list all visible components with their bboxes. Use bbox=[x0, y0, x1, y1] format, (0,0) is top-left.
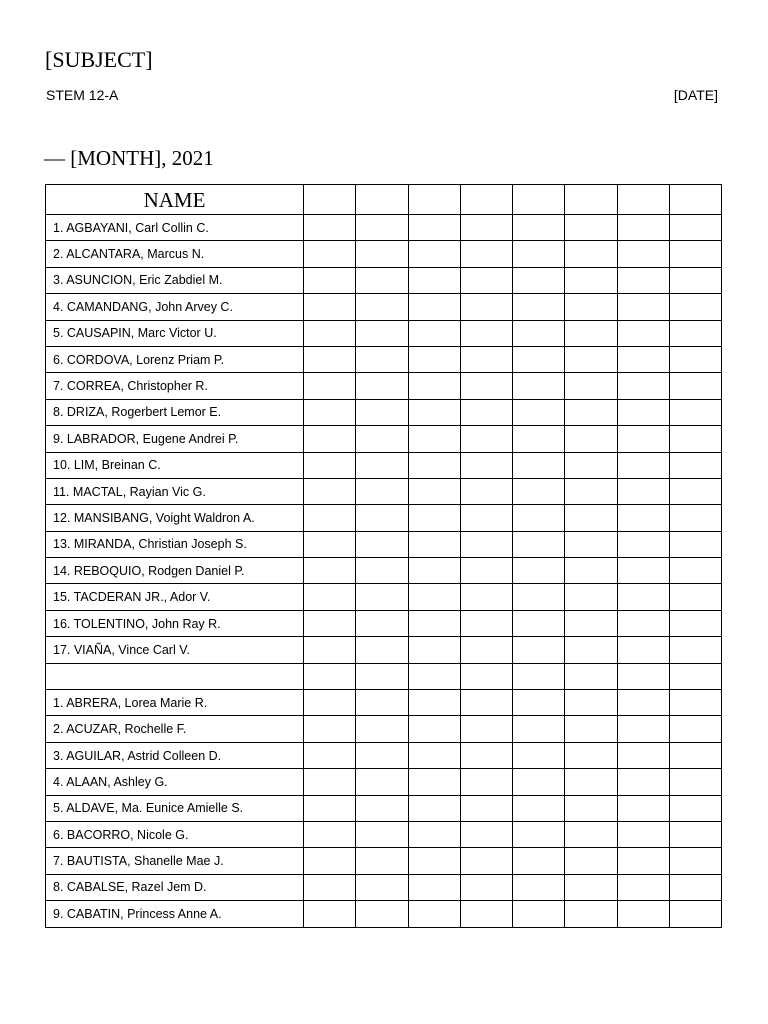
attendance-cell[interactable] bbox=[513, 742, 565, 768]
attendance-cell[interactable] bbox=[669, 346, 721, 372]
table-row bbox=[46, 584, 722, 610]
attendance-cell[interactable] bbox=[356, 716, 408, 742]
attendance-cell[interactable] bbox=[565, 426, 617, 452]
attendance-cell[interactable] bbox=[669, 452, 721, 478]
header-blank-cell bbox=[565, 185, 617, 215]
student-name-cell bbox=[46, 663, 304, 689]
attendance-cell[interactable] bbox=[304, 531, 356, 557]
attendance-cell[interactable] bbox=[669, 399, 721, 425]
attendance-cell[interactable] bbox=[356, 294, 408, 320]
student-name-cell: 9. CABATIN, Princess Anne A. bbox=[46, 901, 304, 927]
attendance-cell[interactable] bbox=[356, 795, 408, 821]
header-blank-cell bbox=[408, 185, 460, 215]
attendance-cell[interactable] bbox=[356, 690, 408, 716]
attendance-cell[interactable] bbox=[304, 452, 356, 478]
student-name-cell: 11. MACTAL, Rayian Vic G. bbox=[46, 478, 304, 504]
attendance-cell[interactable] bbox=[617, 742, 669, 768]
student-name-cell: 1. ABRERA, Lorea Marie R. bbox=[46, 690, 304, 716]
attendance-cell[interactable] bbox=[408, 874, 460, 900]
attendance-cell[interactable] bbox=[513, 584, 565, 610]
attendance-cell[interactable] bbox=[669, 716, 721, 742]
section-label: STEM 12-A bbox=[46, 87, 119, 103]
attendance-cell[interactable] bbox=[356, 267, 408, 293]
attendance-cell[interactable] bbox=[408, 531, 460, 557]
student-name-cell: 16. TOLENTINO, John Ray R. bbox=[46, 610, 304, 636]
table-row bbox=[46, 795, 722, 821]
student-name-cell: 14. REBOQUIO, Rodgen Daniel P. bbox=[46, 558, 304, 584]
attendance-cell[interactable] bbox=[304, 742, 356, 768]
attendance-cell[interactable] bbox=[460, 373, 512, 399]
attendance-cell[interactable] bbox=[669, 584, 721, 610]
table-row bbox=[46, 821, 722, 847]
attendance-cell[interactable] bbox=[356, 584, 408, 610]
attendance-cell[interactable] bbox=[304, 821, 356, 847]
attendance-cell[interactable] bbox=[513, 215, 565, 241]
header-blank-cell bbox=[304, 185, 356, 215]
attendance-cell[interactable] bbox=[304, 241, 356, 267]
attendance-cell[interactable] bbox=[356, 637, 408, 663]
attendance-cell[interactable] bbox=[460, 716, 512, 742]
attendance-cell[interactable] bbox=[304, 215, 356, 241]
attendance-cell[interactable] bbox=[565, 663, 617, 689]
attendance-cell[interactable] bbox=[513, 452, 565, 478]
attendance-cell[interactable] bbox=[565, 478, 617, 504]
header-blank-cell bbox=[356, 185, 408, 215]
attendance-cell[interactable] bbox=[460, 505, 512, 531]
attendance-cell[interactable] bbox=[460, 531, 512, 557]
attendance-cell[interactable] bbox=[304, 874, 356, 900]
attendance-cell[interactable] bbox=[304, 346, 356, 372]
table-row bbox=[46, 346, 722, 372]
attendance-cell[interactable] bbox=[304, 373, 356, 399]
attendance-cell[interactable] bbox=[460, 874, 512, 900]
attendance-cell[interactable] bbox=[460, 346, 512, 372]
name-column-header: NAME bbox=[46, 185, 304, 215]
attendance-cell[interactable] bbox=[513, 531, 565, 557]
attendance-cell[interactable] bbox=[565, 769, 617, 795]
table-row bbox=[46, 610, 722, 636]
student-name-cell: 2. ALCANTARA, Marcus N. bbox=[46, 241, 304, 267]
attendance-cell[interactable] bbox=[513, 769, 565, 795]
attendance-cell[interactable] bbox=[513, 690, 565, 716]
table-header-row bbox=[46, 185, 722, 215]
attendance-cell[interactable] bbox=[304, 901, 356, 927]
attendance-cell[interactable] bbox=[669, 531, 721, 557]
table-row bbox=[46, 901, 722, 927]
attendance-cell[interactable] bbox=[617, 478, 669, 504]
attendance-cell[interactable] bbox=[513, 241, 565, 267]
attendance-cell[interactable] bbox=[408, 478, 460, 504]
attendance-cell[interactable] bbox=[617, 610, 669, 636]
attendance-cell[interactable] bbox=[408, 742, 460, 768]
attendance-cell[interactable] bbox=[513, 505, 565, 531]
student-name-cell: 6. BACORRO, Nicole G. bbox=[46, 821, 304, 847]
attendance-cell[interactable] bbox=[565, 848, 617, 874]
attendance-cell[interactable] bbox=[617, 558, 669, 584]
attendance-cell[interactable] bbox=[513, 426, 565, 452]
attendance-cell[interactable] bbox=[460, 795, 512, 821]
attendance-cell[interactable] bbox=[617, 690, 669, 716]
attendance-cell[interactable] bbox=[565, 742, 617, 768]
attendance-cell[interactable] bbox=[565, 346, 617, 372]
attendance-table bbox=[45, 184, 722, 928]
attendance-cell[interactable] bbox=[408, 346, 460, 372]
attendance-cell[interactable] bbox=[617, 716, 669, 742]
attendance-cell[interactable] bbox=[669, 901, 721, 927]
attendance-cell[interactable] bbox=[356, 610, 408, 636]
attendance-cell[interactable] bbox=[356, 373, 408, 399]
attendance-cell[interactable] bbox=[304, 663, 356, 689]
attendance-cell[interactable] bbox=[356, 215, 408, 241]
attendance-cell[interactable] bbox=[669, 610, 721, 636]
attendance-cell[interactable] bbox=[513, 795, 565, 821]
date-label: [DATE] bbox=[673, 87, 718, 103]
attendance-cell[interactable] bbox=[408, 452, 460, 478]
attendance-cell[interactable] bbox=[460, 294, 512, 320]
attendance-cell[interactable] bbox=[565, 901, 617, 927]
attendance-cell[interactable] bbox=[356, 531, 408, 557]
attendance-cell[interactable] bbox=[565, 716, 617, 742]
table-row bbox=[46, 742, 722, 768]
attendance-cell[interactable] bbox=[565, 690, 617, 716]
attendance-cell[interactable] bbox=[565, 795, 617, 821]
attendance-cell[interactable] bbox=[460, 267, 512, 293]
attendance-cell[interactable] bbox=[617, 874, 669, 900]
attendance-cell[interactable] bbox=[408, 848, 460, 874]
header-blank-cell bbox=[669, 185, 721, 215]
student-name-cell: 10. LIM, Breinan C. bbox=[46, 452, 304, 478]
attendance-cell[interactable] bbox=[565, 610, 617, 636]
attendance-cell[interactable] bbox=[669, 320, 721, 346]
attendance-cell[interactable] bbox=[565, 584, 617, 610]
attendance-cell[interactable] bbox=[408, 690, 460, 716]
attendance-cell[interactable] bbox=[565, 558, 617, 584]
student-name-cell: 3. AGUILAR, Astrid Colleen D. bbox=[46, 742, 304, 768]
attendance-cell[interactable] bbox=[565, 637, 617, 663]
attendance-cell[interactable] bbox=[669, 769, 721, 795]
attendance-cell[interactable] bbox=[304, 610, 356, 636]
attendance-cell[interactable] bbox=[356, 426, 408, 452]
attendance-cell[interactable] bbox=[356, 848, 408, 874]
attendance-cell[interactable] bbox=[565, 294, 617, 320]
attendance-cell[interactable] bbox=[356, 320, 408, 346]
attendance-table-body bbox=[46, 185, 722, 928]
attendance-cell[interactable] bbox=[669, 663, 721, 689]
table-row bbox=[46, 505, 722, 531]
attendance-cell[interactable] bbox=[617, 241, 669, 267]
table-row bbox=[46, 769, 722, 795]
attendance-cell[interactable] bbox=[408, 399, 460, 425]
attendance-cell[interactable] bbox=[408, 241, 460, 267]
student-name-cell: 15. TACDERAN JR., Ador V. bbox=[46, 584, 304, 610]
attendance-cell[interactable] bbox=[304, 558, 356, 584]
attendance-cell[interactable] bbox=[304, 320, 356, 346]
attendance-cell[interactable] bbox=[408, 426, 460, 452]
student-name-cell: 7. BAUTISTA, Shanelle Mae J. bbox=[46, 848, 304, 874]
attendance-cell[interactable] bbox=[356, 874, 408, 900]
attendance-cell[interactable] bbox=[617, 531, 669, 557]
attendance-cell[interactable] bbox=[617, 426, 669, 452]
attendance-cell[interactable] bbox=[460, 215, 512, 241]
attendance-cell[interactable] bbox=[460, 558, 512, 584]
attendance-cell[interactable] bbox=[617, 795, 669, 821]
attendance-cell[interactable] bbox=[617, 399, 669, 425]
attendance-cell[interactable] bbox=[617, 663, 669, 689]
attendance-cell[interactable] bbox=[460, 320, 512, 346]
attendance-cell[interactable] bbox=[669, 215, 721, 241]
attendance-cell[interactable] bbox=[617, 901, 669, 927]
student-name-cell: 6. CORDOVA, Lorenz Priam P. bbox=[46, 346, 304, 372]
student-name-cell: 5. ALDAVE, Ma. Eunice Amielle S. bbox=[46, 795, 304, 821]
attendance-cell[interactable] bbox=[617, 373, 669, 399]
student-name-cell: 4. CAMANDANG, John Arvey C. bbox=[46, 294, 304, 320]
attendance-cell[interactable] bbox=[408, 267, 460, 293]
header-blank-cell bbox=[460, 185, 512, 215]
attendance-cell[interactable] bbox=[617, 505, 669, 531]
attendance-cell[interactable] bbox=[669, 426, 721, 452]
attendance-cell[interactable] bbox=[669, 821, 721, 847]
attendance-cell[interactable] bbox=[304, 267, 356, 293]
attendance-cell[interactable] bbox=[669, 637, 721, 663]
header-blank-cell bbox=[617, 185, 669, 215]
attendance-cell[interactable] bbox=[304, 690, 356, 716]
table-row bbox=[46, 373, 722, 399]
table-row bbox=[46, 690, 722, 716]
student-name-cell: 7. CORREA, Christopher R. bbox=[46, 373, 304, 399]
attendance-cell[interactable] bbox=[304, 716, 356, 742]
table-row bbox=[46, 716, 722, 742]
attendance-cell[interactable] bbox=[513, 399, 565, 425]
attendance-cell[interactable] bbox=[408, 795, 460, 821]
attendance-cell[interactable] bbox=[565, 267, 617, 293]
attendance-cell[interactable] bbox=[356, 742, 408, 768]
attendance-cell[interactable] bbox=[513, 610, 565, 636]
attendance-cell[interactable] bbox=[460, 690, 512, 716]
attendance-cell[interactable] bbox=[356, 399, 408, 425]
table-row bbox=[46, 558, 722, 584]
attendance-cell[interactable] bbox=[304, 584, 356, 610]
table-row bbox=[46, 215, 722, 241]
attendance-cell[interactable] bbox=[513, 346, 565, 372]
attendance-cell[interactable] bbox=[617, 267, 669, 293]
subject-title: [SUBJECT] bbox=[45, 47, 153, 72]
attendance-cell[interactable] bbox=[304, 505, 356, 531]
attendance-cell[interactable] bbox=[669, 373, 721, 399]
table-row bbox=[46, 637, 722, 663]
attendance-cell[interactable] bbox=[460, 901, 512, 927]
attendance-cell[interactable] bbox=[669, 558, 721, 584]
attendance-cell[interactable] bbox=[513, 874, 565, 900]
student-name-cell: 17. VIAÑA, Vince Carl V. bbox=[46, 637, 304, 663]
attendance-cell[interactable] bbox=[356, 901, 408, 927]
attendance-cell[interactable] bbox=[460, 584, 512, 610]
table-row bbox=[46, 267, 722, 293]
attendance-cell[interactable] bbox=[565, 874, 617, 900]
table-row bbox=[46, 848, 722, 874]
attendance-cell[interactable] bbox=[356, 505, 408, 531]
attendance-cell[interactable] bbox=[408, 320, 460, 346]
student-name-cell: 12. MANSIBANG, Voight Waldron A. bbox=[46, 505, 304, 531]
attendance-cell[interactable] bbox=[356, 769, 408, 795]
attendance-cell[interactable] bbox=[408, 215, 460, 241]
student-name-cell: 9. LABRADOR, Eugene Andrei P. bbox=[46, 426, 304, 452]
student-name-cell: 3. ASUNCION, Eric Zabdiel M. bbox=[46, 267, 304, 293]
attendance-cell[interactable] bbox=[513, 373, 565, 399]
attendance-cell[interactable] bbox=[408, 373, 460, 399]
attendance-cell[interactable] bbox=[460, 426, 512, 452]
attendance-cell[interactable] bbox=[408, 505, 460, 531]
attendance-cell[interactable] bbox=[565, 821, 617, 847]
attendance-cell[interactable] bbox=[617, 821, 669, 847]
attendance-cell[interactable] bbox=[304, 848, 356, 874]
attendance-cell[interactable] bbox=[669, 478, 721, 504]
attendance-cell[interactable] bbox=[617, 346, 669, 372]
attendance-cell[interactable] bbox=[617, 452, 669, 478]
table-row bbox=[46, 241, 722, 267]
attendance-cell[interactable] bbox=[669, 690, 721, 716]
attendance-cell[interactable] bbox=[565, 399, 617, 425]
attendance-cell[interactable] bbox=[356, 346, 408, 372]
student-name-cell: 8. DRIZA, Rogerbert Lemor E. bbox=[46, 399, 304, 425]
attendance-cell[interactable] bbox=[565, 215, 617, 241]
attendance-cell[interactable] bbox=[565, 531, 617, 557]
attendance-cell[interactable] bbox=[513, 320, 565, 346]
table-row bbox=[46, 531, 722, 557]
attendance-cell[interactable] bbox=[617, 769, 669, 795]
attendance-cell[interactable] bbox=[669, 874, 721, 900]
attendance-cell[interactable] bbox=[617, 215, 669, 241]
student-name-cell: 2. ACUZAR, Rochelle F. bbox=[46, 716, 304, 742]
attendance-cell[interactable] bbox=[356, 558, 408, 584]
attendance-cell[interactable] bbox=[304, 637, 356, 663]
table-row bbox=[46, 452, 722, 478]
attendance-cell[interactable] bbox=[617, 637, 669, 663]
table-row bbox=[46, 874, 722, 900]
student-name-cell: 13. MIRANDA, Christian Joseph S. bbox=[46, 531, 304, 557]
attendance-cell[interactable] bbox=[565, 505, 617, 531]
attendance-cell[interactable] bbox=[356, 478, 408, 504]
attendance-cell[interactable] bbox=[304, 294, 356, 320]
attendance-cell[interactable] bbox=[460, 663, 512, 689]
attendance-cell[interactable] bbox=[565, 452, 617, 478]
attendance-cell[interactable] bbox=[408, 769, 460, 795]
attendance-cell[interactable] bbox=[617, 848, 669, 874]
attendance-cell[interactable] bbox=[669, 505, 721, 531]
attendance-cell[interactable] bbox=[513, 901, 565, 927]
attendance-cell[interactable] bbox=[460, 399, 512, 425]
attendance-cell[interactable] bbox=[460, 821, 512, 847]
student-name-cell: 1. AGBAYANI, Carl Collin C. bbox=[46, 215, 304, 241]
attendance-cell[interactable] bbox=[460, 848, 512, 874]
attendance-cell[interactable] bbox=[460, 452, 512, 478]
table-row bbox=[46, 294, 722, 320]
attendance-cell[interactable] bbox=[408, 610, 460, 636]
attendance-cell[interactable] bbox=[408, 663, 460, 689]
attendance-cell[interactable] bbox=[304, 426, 356, 452]
attendance-cell[interactable] bbox=[669, 294, 721, 320]
attendance-cell[interactable] bbox=[408, 584, 460, 610]
student-name-cell: 5. CAUSAPIN, Marc Victor U. bbox=[46, 320, 304, 346]
attendance-cell[interactable] bbox=[356, 452, 408, 478]
attendance-cell[interactable] bbox=[513, 637, 565, 663]
attendance-cell[interactable] bbox=[460, 241, 512, 267]
attendance-cell[interactable] bbox=[513, 716, 565, 742]
attendance-cell[interactable] bbox=[408, 558, 460, 584]
table-row bbox=[46, 320, 722, 346]
attendance-cell[interactable] bbox=[304, 795, 356, 821]
attendance-cell[interactable] bbox=[408, 294, 460, 320]
attendance-cell[interactable] bbox=[460, 769, 512, 795]
attendance-cell[interactable] bbox=[669, 795, 721, 821]
attendance-cell[interactable] bbox=[304, 399, 356, 425]
attendance-cell[interactable] bbox=[460, 478, 512, 504]
attendance-cell[interactable] bbox=[513, 558, 565, 584]
attendance-cell[interactable] bbox=[460, 637, 512, 663]
table-row bbox=[46, 663, 722, 689]
attendance-cell[interactable] bbox=[513, 267, 565, 293]
attendance-cell[interactable] bbox=[408, 821, 460, 847]
table-row bbox=[46, 478, 722, 504]
header-blank-cell bbox=[513, 185, 565, 215]
attendance-cell[interactable] bbox=[565, 320, 617, 346]
attendance-cell[interactable] bbox=[304, 478, 356, 504]
table-row bbox=[46, 399, 722, 425]
attendance-cell[interactable] bbox=[617, 320, 669, 346]
attendance-cell[interactable] bbox=[513, 478, 565, 504]
attendance-cell[interactable] bbox=[669, 267, 721, 293]
attendance-cell[interactable] bbox=[669, 742, 721, 768]
attendance-cell[interactable] bbox=[356, 821, 408, 847]
student-name-cell: 4. ALAAN, Ashley G. bbox=[46, 769, 304, 795]
attendance-cell[interactable] bbox=[617, 584, 669, 610]
attendance-cell[interactable] bbox=[356, 663, 408, 689]
attendance-cell[interactable] bbox=[513, 663, 565, 689]
attendance-cell[interactable] bbox=[408, 901, 460, 927]
student-name-cell: 8. CABALSE, Razel Jem D. bbox=[46, 874, 304, 900]
attendance-cell[interactable] bbox=[408, 637, 460, 663]
attendance-cell[interactable] bbox=[513, 821, 565, 847]
attendance-cell[interactable] bbox=[460, 610, 512, 636]
attendance-cell[interactable] bbox=[513, 848, 565, 874]
attendance-cell[interactable] bbox=[304, 769, 356, 795]
attendance-cell[interactable] bbox=[513, 294, 565, 320]
table-row bbox=[46, 426, 722, 452]
attendance-cell[interactable] bbox=[356, 241, 408, 267]
attendance-cell[interactable] bbox=[565, 241, 617, 267]
attendance-cell[interactable] bbox=[669, 241, 721, 267]
attendance-cell[interactable] bbox=[617, 294, 669, 320]
attendance-cell[interactable] bbox=[408, 716, 460, 742]
attendance-cell[interactable] bbox=[460, 742, 512, 768]
attendance-cell[interactable] bbox=[565, 373, 617, 399]
attendance-cell[interactable] bbox=[669, 848, 721, 874]
month-heading: — [MONTH], 2021 bbox=[44, 146, 214, 170]
